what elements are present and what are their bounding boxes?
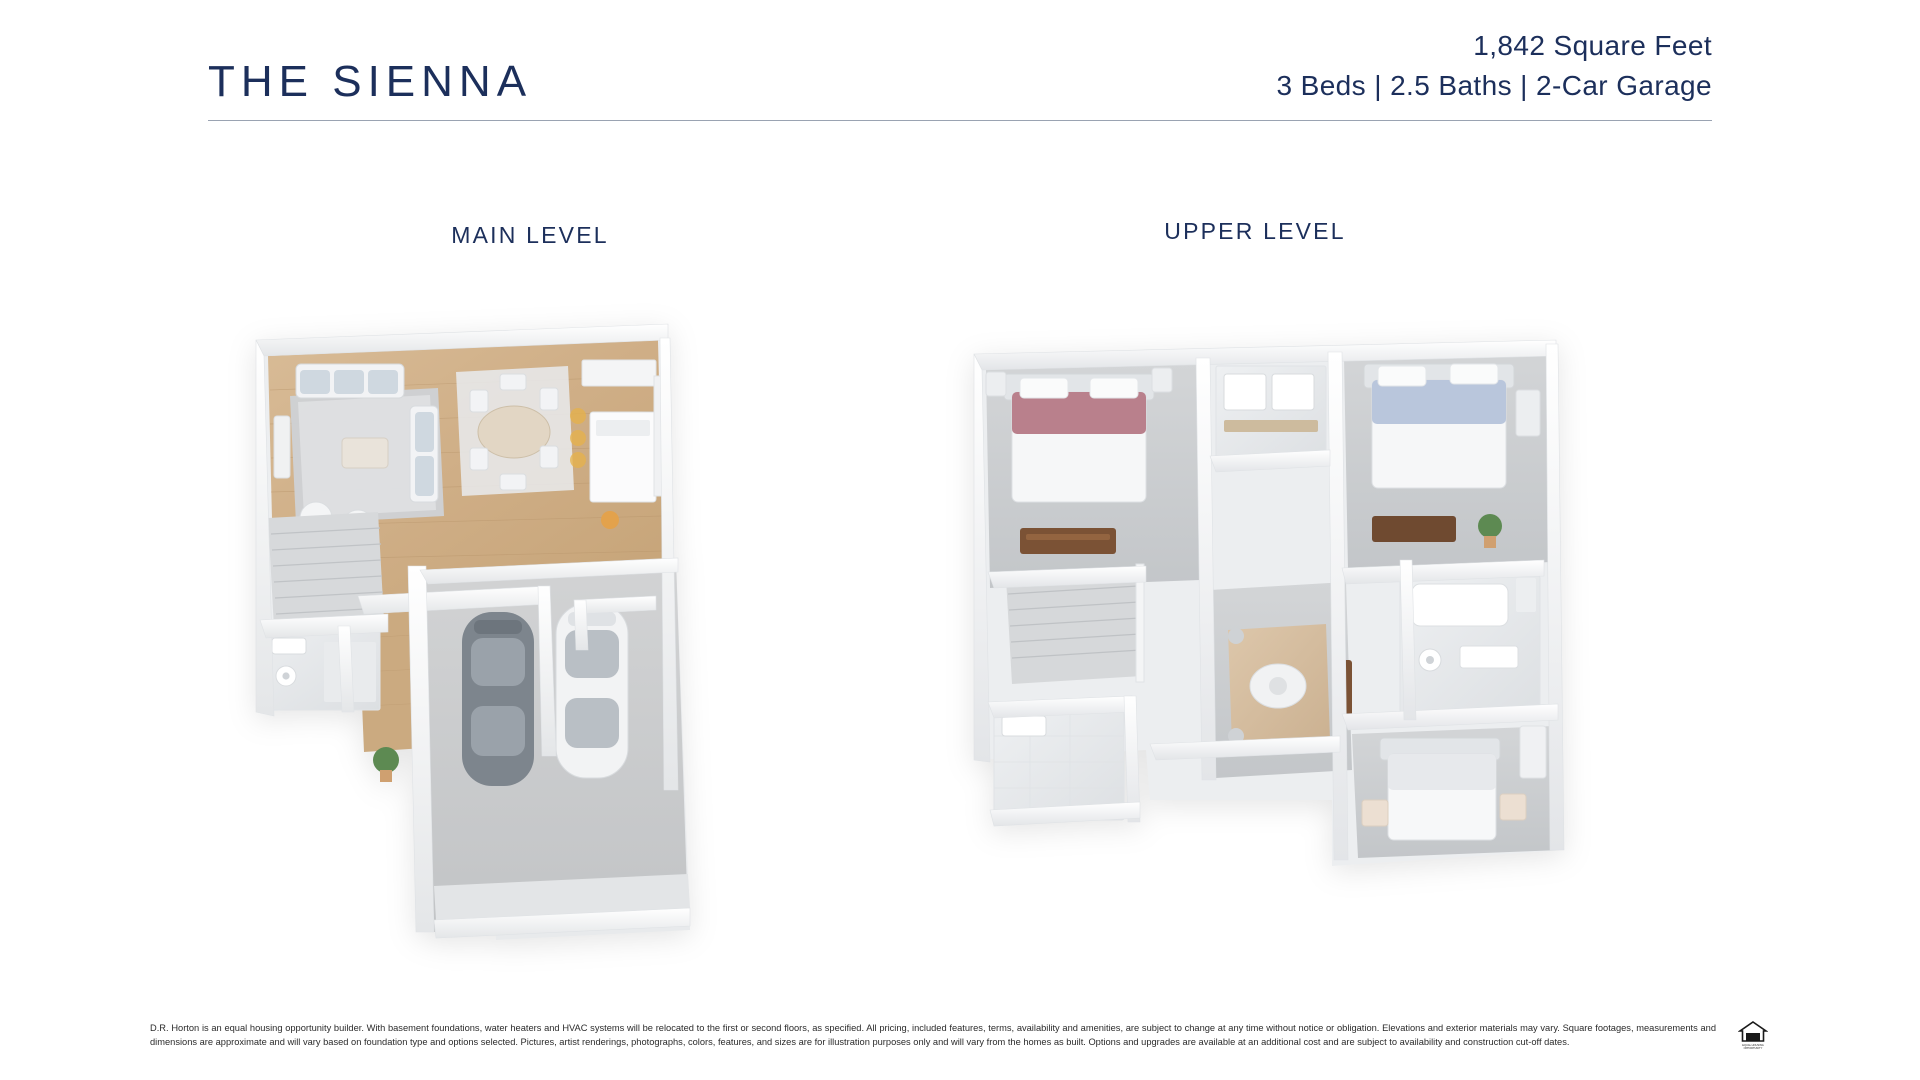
exterior-shrub xyxy=(373,747,399,782)
page-footer xyxy=(150,1018,1770,1052)
page-header xyxy=(208,28,1712,121)
bedroom-3 xyxy=(1344,350,1552,570)
laundry-room xyxy=(1216,366,1326,458)
hall-bath xyxy=(1400,576,1540,712)
page-title: THE SIENNA xyxy=(208,56,533,106)
disclaimer-text: D.R. Horton is an equal housing opportunity builder. With basement foundations, water heaters and HVAC systems will be relocated to the first or second floors, as specified. All pricing, included features, terms, availability and amenities, are subject to change at any time without notice or obligation. Elevations and exterior materials may vary. Square footages, measurements and dimensions are approximate and will vary based on foundation type and options selected. Pictures, artist renderings, photographs, colors, features, and sizes are for illustration purposes only and will vary from the homes as built. Options and upgrades are available at an additional cost and are subject to availability and construction cut-off dates. xyxy=(150,1022,1716,1047)
bedroom-2 xyxy=(986,362,1200,588)
equal-housing-opportunity-logo xyxy=(1736,1018,1770,1052)
eho-caption: EQUAL HOUSING OPPORTUNITY xyxy=(1742,1043,1764,1050)
garage-car-right xyxy=(556,604,628,778)
bed-bath-garage-text: 3 Beds | 2.5 Baths | 2-Car Garage xyxy=(1276,69,1712,101)
square-footage-text: 1,842 Square Feet xyxy=(1473,30,1712,61)
lower-bath xyxy=(260,630,380,710)
equal-housing-opportunity-icon xyxy=(1738,1020,1768,1044)
plan-specs xyxy=(1276,28,1712,104)
main-level-floorplan-rendering xyxy=(238,320,778,940)
upper-level-floorplan-rendering xyxy=(960,330,1570,930)
master-bath xyxy=(994,710,1124,820)
garage-car-left xyxy=(462,612,534,786)
main-level-label: MAIN LEVEL xyxy=(451,222,609,248)
garage xyxy=(422,560,690,932)
upper-level-label: UPPER LEVEL xyxy=(1164,218,1346,244)
master-bedroom xyxy=(1352,726,1560,858)
dining-room-furniture xyxy=(456,366,574,496)
